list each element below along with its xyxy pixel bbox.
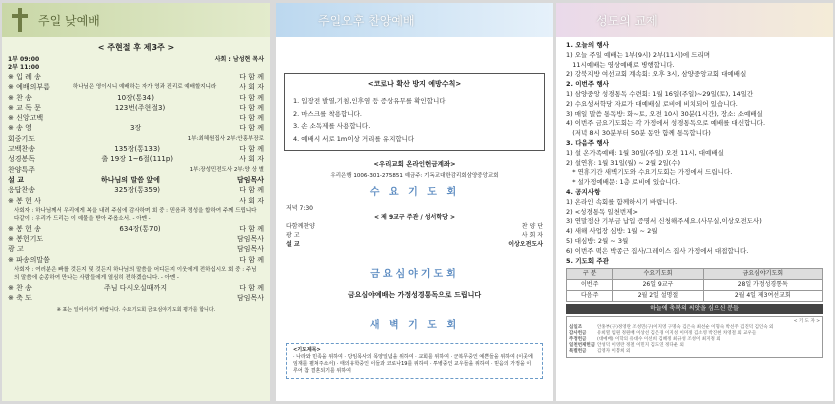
list-item: 1) 오늘 주일 예배는 1부(9시) 2부(11시)에 드리며 (566, 50, 711, 59)
order-row (8, 234, 264, 244)
table-header: 수요기도회 (613, 269, 703, 280)
panel-title: 주일오후 찬양예배 (318, 14, 415, 28)
time-1: 1부 09:00 (8, 56, 40, 63)
order-item: ※ 입 례 송 (8, 73, 41, 81)
offering-row (569, 349, 820, 355)
order-content (41, 72, 239, 82)
order-leader: 다 함 께 (239, 124, 264, 133)
order-row (8, 144, 264, 154)
wednesday-time-row (286, 204, 543, 213)
list-item: 1) 온라인 속회를 함께하시기 바랍니다. (566, 197, 678, 206)
order-row (8, 103, 264, 113)
section-next-week: 3. 다음주 행사 (566, 138, 609, 147)
order-row (8, 123, 264, 133)
friday-title: 금요심야기도회 (370, 269, 459, 280)
table-cell: 이번주 (567, 280, 613, 291)
order-row (8, 196, 264, 206)
order-content (43, 113, 239, 123)
offering-label: 주정헌금 (569, 337, 587, 343)
offering-litany: 사회자 : 하나님께서 우리에게 복을 내려 주심에 감사하며 회 중 : 믿음과 정성을 합하여 주께 드립니다 다같이 : 우리가 드리는 이 예물을 받아 주옵소서. - 아멘 - (14, 207, 257, 222)
list-item: 2. 마스크를 착용합니다. (293, 109, 362, 118)
order-item: ※ 신앙고백 (8, 114, 44, 123)
dawn-title: 새 벽 기 도 회 (369, 320, 460, 331)
order-row (286, 231, 543, 240)
order-leader: 사 회 자 (239, 155, 264, 164)
list-item: 3) 매일 말씀 통독방: 화~토, 오전 10시 30분(1시간), 장소: 소예배실 (566, 109, 763, 118)
order-content: 3장 (129, 124, 142, 133)
order-item: ※ 봉헌기도 (8, 235, 44, 244)
order-row (8, 175, 264, 185)
offering-names: (대예배) 이학의 유대수 이선희 김혜정 최규성 조성이 최지정 외 (597, 337, 721, 343)
order-leader: 다 함 께 (239, 224, 264, 233)
order-row (8, 255, 264, 265)
order-item: 광 고 (286, 232, 300, 239)
prayer-label: < 기 도 자 > (793, 319, 820, 325)
fellowship-panel (556, 3, 833, 401)
order-row (8, 293, 264, 303)
order-content (41, 196, 239, 206)
wednesday-title: 수 요 기 도 회 (369, 187, 460, 198)
order-content (300, 240, 509, 249)
offering-names: 유희열 임원 정원배 이상선 김은경 이지성 이미정 김소영 박진현 차영철 외 교우들 (597, 331, 757, 337)
order-row (8, 82, 264, 92)
panel-title: 성도의 교제 (596, 14, 658, 28)
order-row (8, 134, 264, 144)
order-leader: 담임목사 (236, 245, 264, 254)
order-item: 다함께찬양 (286, 223, 315, 230)
offering-list (566, 316, 823, 358)
order-leader: 사 회 자 (239, 83, 264, 92)
list-item: 4) 새해 사업장 심방: 1월 ~ 2월 (566, 227, 658, 236)
host: 사회 : 남성현 목사 (214, 56, 264, 63)
order-leader: 다 함 께 (239, 145, 264, 154)
order-item: 응답찬송 (8, 186, 36, 195)
offering-label: 감사헌금 (569, 331, 587, 337)
order-content: 출 19장 1~6절(111p) (101, 155, 173, 164)
offering-bar: 하늘에 축복의 씨앗을 심으신 분들 (566, 304, 823, 314)
order-content: 135장(통133) (114, 145, 161, 154)
order-item: ※ 찬 송 (8, 93, 32, 102)
friday-text: 금요심야예배는 가정성경통독으로 드립니다 (347, 291, 482, 299)
list-item: 2) 수요성서학당 자료가 대예배실 로비에 비치되어 있습니다. (566, 99, 738, 108)
order-row (8, 244, 264, 254)
order-content (32, 293, 237, 303)
cross-icon (12, 8, 28, 32)
offering-label: 십일조 (569, 325, 583, 331)
section-prayer-host: 5. 기도회 주관 (566, 256, 609, 265)
list-item: 4) 이번주 금요기도회는 각 가정에서 성경통독으로 예배를 대신합니다. (566, 119, 766, 128)
order-leader: 다 함 께 (239, 103, 264, 112)
list-item: 2) 설연휴: 1월 31일(월) ~ 2월 2일(수) (566, 158, 681, 167)
table-cell: 다음주 (567, 291, 613, 302)
list-item: 1) 삼양중앙 성경통독 수련회: 1월 16일(주일)~29일(토), 14일간 (566, 89, 754, 98)
order-leader: 이상오전도사 (508, 241, 543, 248)
table-row (567, 280, 823, 291)
covid-rules-title: <코로나 확산 방지 예방수칙> (367, 80, 462, 88)
order-leader: 다 함 께 (239, 284, 264, 293)
order-leader: 다 함 께 (239, 114, 264, 123)
order-leader: 사 회 자 (239, 196, 264, 205)
table-cell: 26일 9교구 (613, 280, 703, 291)
order-item: ※ 축 도 (8, 294, 32, 303)
order-content (50, 255, 239, 265)
order-row (8, 113, 264, 123)
order-content (35, 165, 190, 175)
list-item: 4. 예배시 서로 1m이상 거리를 유지합니다 (293, 134, 415, 143)
prayer-topics-title: <기도제목> (293, 347, 321, 353)
list-item: 11시예배는 영상예배로 병행합니다. (566, 60, 675, 69)
panel-title: 주일 낮예배 (38, 14, 100, 28)
list-item: 2) 강북지방 여선교회 계속회: 오후 3시, 삼양중앙교회 대예배실 (566, 70, 747, 79)
offering-account-title: <우리교회 온라인헌금계좌> (373, 160, 456, 168)
order-content (43, 234, 237, 244)
offering-names: 김영자 이봉희 외 (597, 349, 631, 355)
order-leader: 다 함 께 (239, 186, 264, 195)
order-item: ※ 파송의말씀 (8, 255, 50, 264)
section-this-week: 2. 이번주 행사 (566, 80, 609, 89)
order-item: ※ 봉 헌 송 (8, 224, 41, 233)
list-item: 6) 이번주 떡은 박종근 집사/그레이스 집사 가정에서 대접합니다. (566, 246, 749, 255)
order-item: 성경봉독 (8, 155, 36, 164)
list-item: 1. 입장전 발열,기침,인후염 등 증상유무를 확인합니다 (293, 97, 446, 105)
wednesday-time: 저녁 7:30 (286, 205, 313, 212)
list-item: 5) 대심방: 2월 ~ 3월 (566, 236, 629, 245)
list-item: 3) 연말정산 기부금 납입 증명서 신청해주세요.(사무실,이상오전도사) (566, 217, 762, 226)
list-item: 1) 설 온가족예배: 1월 30일(주일) 오전 11시, 대예배실 (566, 148, 724, 157)
order-leader: 1부:장성민전도사 2부:양 상 별 (189, 166, 264, 173)
prayer-topics-text: · 나라와 민족을 위하여 · 당임목사의 목양일념을 위하여 · 교회를 위하여 · 군복무중인 예쁜들을 위하여 (이곳에 임재를 펼쳐주소서) · 태의유학중인 이들과 코로나19를 위하여 · 투병중인 교우들을 위하여 · 믿음의 가정을 이루어 참 결혼되기를 위하여 (293, 354, 533, 374)
order-content: 634장(통70) (119, 224, 161, 233)
section-notices: 4. 공지사항 (566, 187, 601, 196)
order-leader: 다 함 께 (239, 255, 264, 264)
offering-label: 일천번제헌금 (569, 343, 596, 349)
order-item: 회중기도 (8, 134, 36, 143)
order-leader: 사 회 자 (521, 232, 543, 239)
list-item: (저녁 8시 30분부터 50분 동안 함께 통독합니다) (566, 129, 711, 138)
list-item: * 연휴기간 새벽기도와 수요기도회는 가정에서 드립니다. (566, 168, 733, 177)
table-cell: 2월 4일 제3여선교회 (703, 291, 822, 302)
sending-litany: 사회자 : 여러분은 빠를 것든지 및 것든지 하나님의 말씀을 어디든지 이웃에게 전하십시오 회 중 : 주님의 말씀에 순종하여 만나는 사람들에게 열심히 전하겠습니다. - 아멘 - (14, 267, 257, 282)
order-content: 하나님의 말씀 앞에 (100, 175, 160, 184)
table-row (567, 291, 823, 302)
week-title: < 주현절 후 제3주 > (97, 43, 175, 52)
order-item: 고백찬송 (8, 145, 36, 154)
order-row (286, 222, 543, 231)
order-row (8, 165, 264, 175)
order-row (8, 93, 264, 103)
announcements (556, 37, 833, 362)
order-row (8, 185, 264, 195)
time-2: 2부 11:00 (8, 64, 40, 71)
order-item: 설 교 (8, 175, 24, 184)
order-item: 설 교 (286, 241, 300, 248)
order-content: 주님 다시오실때까지 (104, 284, 168, 293)
prayer-topics (286, 343, 543, 379)
time-row-2 (8, 64, 264, 72)
order-leader: 찬 양 단 (521, 223, 543, 230)
table-header: 구 분 (567, 269, 613, 280)
table-cell: 28일 가정성경통독 (703, 280, 822, 291)
panel-header (556, 3, 833, 37)
order-content (300, 231, 522, 240)
order-leader: 1부:최혜원집사 2부:안홍부장로 (187, 135, 264, 142)
order-leader: 담임목사 (236, 294, 264, 303)
order-leader: 담임목사 (236, 235, 264, 244)
list-item: 2) <성경통독 일천번제> (566, 207, 638, 216)
prayer-host-table (566, 268, 823, 302)
order-content: 123번(주현절3) (114, 103, 166, 112)
order-row (286, 240, 543, 249)
table-header: 금요심야기도회 (703, 269, 822, 280)
time-row (8, 56, 264, 64)
order-item: ※ 예배의부름 (8, 83, 50, 92)
order-item: ※ 교 독 문 (8, 103, 41, 112)
wednesday-sub: < 제 9교구 주관 / 성서학당 > (373, 214, 456, 221)
order-content (35, 134, 188, 144)
list-item: * 설가정예배문: 1층 로비에 있습니다. (566, 178, 681, 187)
footer-note: ※ 표는 일어서서기 바랍니다. 수요기도회 금요심야기도회 평가를 합니다. (56, 306, 216, 313)
list-item: 3. 손 소독제를 사용합니다. (293, 122, 371, 130)
offering-names: 안홍부(구)정영란 조성민(구)이지영 구명숙 김은숙 최선순 이형숙 박선주 김진덕 김인숙 외 (597, 325, 774, 331)
order-content (24, 244, 237, 254)
order-item: ※ 찬 송 (8, 284, 32, 293)
order-leader: 다 함 께 (239, 73, 264, 81)
order-item: ※ 봉 헌 사 (8, 196, 41, 205)
order-row (8, 154, 264, 164)
order-row (8, 72, 264, 82)
order-leader: 다 함 께 (239, 93, 264, 102)
offering-label: 특별헌금 (569, 349, 587, 355)
order-row (8, 224, 264, 234)
table-cell: 2월 2일 설명절 (613, 291, 703, 302)
order-content: 하나님은 영이시니 예배하는 자가 영과 진리로 예배할지니라 (72, 84, 217, 91)
offering-names: 안성덕 이영란 정철 이민지 김도연 정다운 외 (597, 343, 684, 349)
panel-header (276, 3, 553, 37)
order-item: 찬양특주 (8, 165, 36, 174)
order-content (315, 222, 522, 231)
order-content: 325장(통359) (114, 186, 161, 195)
order-row (8, 283, 264, 293)
sunday-worship-panel (2, 3, 270, 401)
section-today: 1. 오늘의 행사 (566, 41, 609, 49)
covid-rules-box (284, 73, 545, 151)
order-leader: 담임목사 (236, 175, 264, 184)
panel-header (2, 3, 270, 37)
order-item: 광 고 (8, 245, 24, 254)
order-item: ※ 송 영 (8, 124, 32, 133)
order-content: 10장(통34) (117, 93, 154, 102)
afternoon-worship-panel (276, 3, 553, 401)
offering-account: 우리은행 1006-301-275851 예금주: 기독교대한감리회삼양중앙교회 (330, 173, 499, 179)
